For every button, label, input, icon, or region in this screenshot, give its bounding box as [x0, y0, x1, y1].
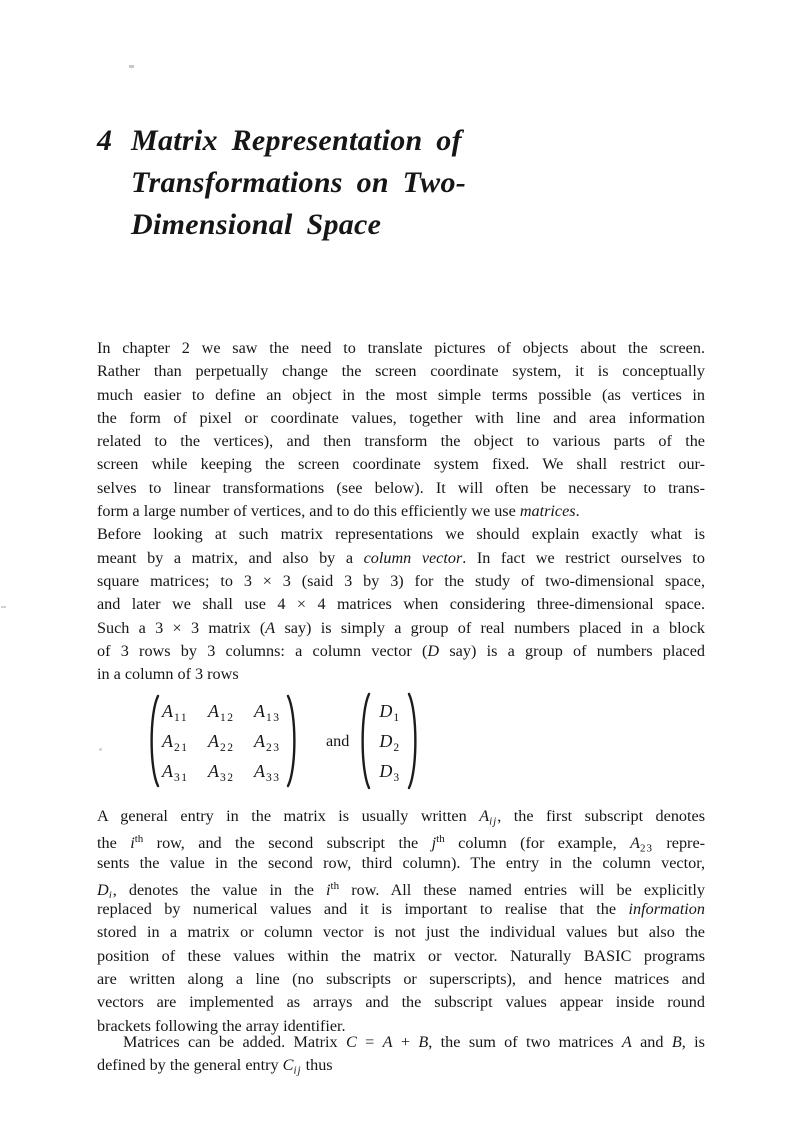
- text-line: are written along a line (no subscripts or superscripts), and hence matrices and: [97, 970, 705, 989]
- vector-d-grid: [373, 696, 405, 786]
- left-parenthesis-icon: [357, 691, 371, 791]
- text-line: in a column of 3 rows: [97, 665, 239, 684]
- scan-speck: [129, 65, 134, 68]
- matrix-entry: $A_{33}$: [254, 761, 281, 784]
- text-line: $D_i$, denotes the value in the $i^{th}$ row. All these named entries will be explicitly: [97, 879, 705, 899]
- paragraph-addition: [97, 1031, 705, 1078]
- text-line: the $i^{th}$ row, and the second subscript the $j^{th}$ column (for example, $A_{23}$ repre-: [97, 833, 705, 852]
- text-line: much easier to define an object in the most simple terms possible (as vertices in: [97, 385, 705, 404]
- text-line: position of these values within the matrix or vector. Naturally BASIC programs: [97, 946, 705, 965]
- paragraph-entries: [97, 805, 705, 1038]
- text-line: square matrices; to 3 × 3 (said 3 by 3) for the study of two-dimensional space,: [97, 571, 705, 590]
- text-line: and later we shall use 4 × 4 matrices when considering three-dimensional space.: [97, 595, 705, 614]
- chapter-title-line: Transformations on Two-: [131, 166, 467, 199]
- matrix-entry: $A_{11}$: [162, 701, 189, 724]
- text-line: Such a 3 × 3 matrix (A say) is simply a group of real numbers placed in a block: [97, 618, 705, 637]
- matrix-entry: $A_{21}$: [162, 731, 189, 754]
- right-parenthesis-icon: [407, 691, 421, 791]
- chapter-heading: [97, 120, 466, 246]
- text-line: related to the vertices), and then transform the object to various parts of the: [97, 432, 705, 451]
- text-line: replaced by numerical values and it is important to realise that the information: [97, 900, 705, 919]
- text-line: A general entry in the matrix is usually written $A_{ij}$, the first subscript denotes: [97, 807, 705, 828]
- text-line: stored in a matrix or column vector is not just the individual values but also the: [97, 923, 705, 942]
- matrix-entry: $D_1$: [379, 701, 401, 724]
- text-line: Before looking at such matrix representations we should explain exactly what is: [97, 525, 705, 544]
- text-line: of 3 rows by 3 columns: a column vector (D say) is a group of numbers placed: [97, 641, 705, 660]
- matrix-entry: $A_{31}$: [162, 761, 189, 784]
- matrix-entry: $D_3$: [379, 761, 401, 784]
- chapter-number: 4: [97, 124, 112, 157]
- chapter-title: [131, 120, 466, 246]
- matrix-a-grid: [162, 696, 284, 786]
- matrix-entry: $A_{23}$: [254, 731, 281, 754]
- matrix-entry: $A_{12}$: [208, 701, 235, 724]
- text-line: meant by a matrix, and also by a column vector. In fact we restrict ourselves to: [97, 548, 705, 567]
- text-line: the form of pixel or coordinate values, together with line and area information: [97, 408, 705, 427]
- text-line: screen while keeping the screen coordinate system fixed. We shall restrict our-: [97, 455, 705, 474]
- text-line: Rather than perpetually change the screen coordinate system, it is conceptually: [97, 362, 705, 381]
- matrix-entry: $A_{13}$: [254, 701, 281, 724]
- text-line: brackets following the array identifier.: [97, 1016, 346, 1035]
- scan-speck: [1, 606, 6, 608]
- left-parenthesis-icon: [146, 693, 160, 789]
- text-line: sents the value in the second row, third column). The entry in the column vector,: [97, 853, 705, 872]
- chapter-title-line: Matrix Representation of: [131, 124, 462, 157]
- scan-speck: [99, 748, 102, 751]
- text-line: form a large number of vertices, and to do this efficiently we use matrices.: [97, 502, 580, 521]
- and-label: and: [326, 731, 350, 750]
- text-line: defined by the general entry $C_{ij}$ thus: [97, 1056, 333, 1077]
- text-line: selves to linear transformations (see below). It will often be necessary to trans-: [97, 478, 705, 497]
- text-line: In chapter 2 we saw the need to translate pictures of objects about the screen.: [97, 339, 705, 357]
- matrix-entry: $A_{32}$: [208, 761, 235, 784]
- matrix-entry: $A_{22}$: [208, 731, 235, 754]
- matrix-figure: [146, 691, 421, 791]
- matrix-entry: $D_2$: [379, 731, 401, 754]
- paragraph-intro: [97, 337, 705, 686]
- text-line: vectors are implemented as arrays and the subscript values appear inside round: [97, 993, 705, 1012]
- chapter-title-line: Dimensional Space: [131, 208, 382, 241]
- right-parenthesis-icon: [286, 693, 300, 789]
- text-line: Matrices can be added. Matrix C = A + B, the sum of two matrices A and B, is: [123, 1033, 705, 1051]
